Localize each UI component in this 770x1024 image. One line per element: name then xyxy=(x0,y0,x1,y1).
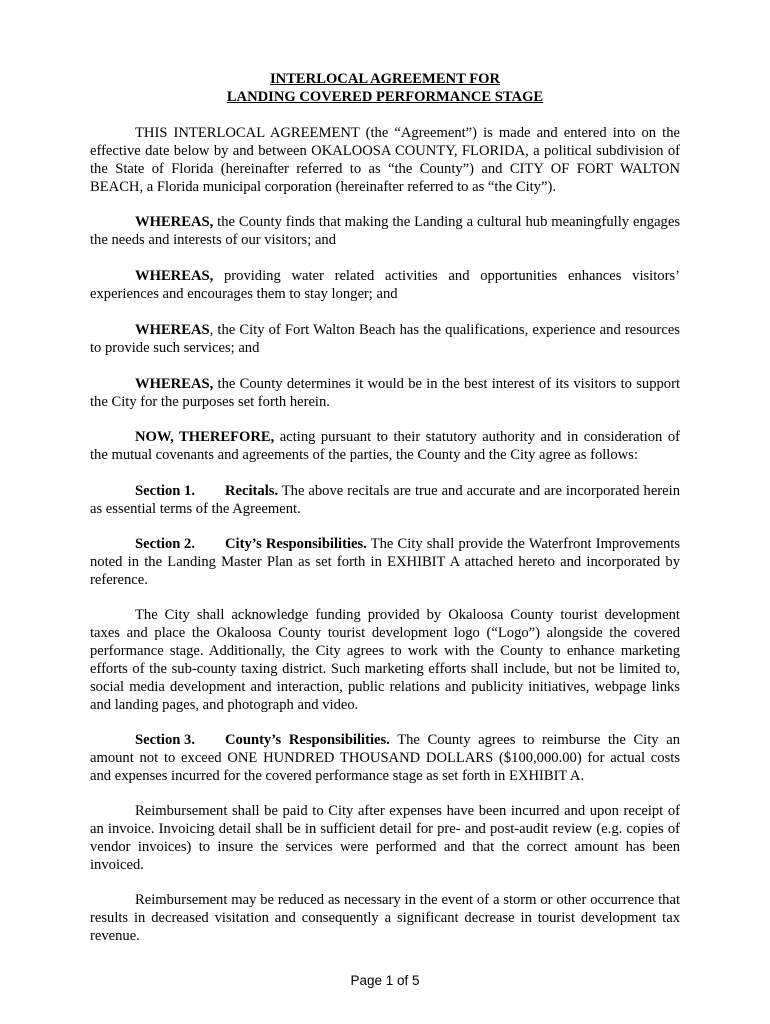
section-1-text: The above recitals are true and accurate and are incorporated herein as essential terms of the Agreement. xyxy=(90,483,680,517)
reimbursement-paragraph-2: Reimbursement may be reduced as necessary in the event of a storm or other occurrence that results in decreased visitation and consequently a significant decrease in tourist development tax revenue. xyxy=(90,892,680,944)
now-therefore-paragraph xyxy=(90,428,680,464)
section-1-paragraph xyxy=(90,482,680,518)
title-line-2: LANDING COVERED PERFORMANCE STAGE xyxy=(226,89,544,105)
section-3-paragraph xyxy=(90,731,680,785)
section-3-text: The County agrees to reimburse the City an amount not to exceed ONE HUNDRED THOUSAND DOLLARS ($100,000.00) for actual costs and expenses incurred for the covered performance stage as set forth in EXHIBIT A. xyxy=(90,732,680,784)
now-therefore-lead: NOW, THEREFORE, xyxy=(135,429,275,445)
whereas-text: , the City of Fort Walton Beach has the qualifications, experience and resources to provide such services; and xyxy=(90,322,680,356)
whereas-paragraph-3 xyxy=(90,321,680,357)
whereas-text: providing water related activities and opportunities enhances visitors’ experiences and encourages them to stay longer; and xyxy=(90,268,680,302)
whereas-lead: WHEREAS, xyxy=(135,376,214,392)
whereas-text: the County finds that making the Landing a cultural hub meaningfully engages the needs and interests of our visitors; and xyxy=(90,214,680,248)
whereas-lead: WHEREAS, xyxy=(135,214,214,230)
section-3-number: Section 3. xyxy=(135,732,195,748)
whereas-paragraph-2 xyxy=(90,267,680,303)
whereas-paragraph-1 xyxy=(90,213,680,249)
section-1-heading: Recitals. xyxy=(225,483,279,499)
whereas-text: the County determines it would be in the best interest of its visitors to support the City for the purposes set forth herein. xyxy=(90,376,680,410)
whereas-lead: WHEREAS xyxy=(135,322,210,338)
reimbursement-paragraph-1: Reimbursement shall be paid to City after expenses have been incurred and upon receipt of an invoice. Invoicing detail shall be in sufficient detail for pre- and post-audit review (e.g. copies of vendor invoices) to insure the services were performed and that the correct amount has been invoiced. xyxy=(90,803,680,873)
section-3-heading: County’s Responsibilities. xyxy=(225,732,390,748)
whereas-lead: WHEREAS, xyxy=(135,268,214,284)
section-2-number: Section 2. xyxy=(135,536,195,552)
whereas-paragraph-4 xyxy=(90,375,680,411)
section-2-heading: City’s Responsibilities. xyxy=(225,536,367,552)
section-2-text: The City shall provide the Waterfront Improvements noted in the Landing Master Plan as set forth in EXHIBIT A attached hereto and incorporated by reference. xyxy=(90,536,681,588)
page-number-footer: Page 1 of 5 xyxy=(350,973,420,988)
intro-paragraph: THIS INTERLOCAL AGREEMENT (the “Agreement”) is made and entered into on the effective date below by and between OKALOOSA COUNTY, FLORIDA, a political subdivision of the State of Florida (hereinafter referred to as “the County”) and CITY OF FORT WALTON BEACH, a Florida municipal corporation (hereinafter referred to as “the City”). xyxy=(90,125,680,195)
section-1-number: Section 1. xyxy=(135,483,195,499)
title-line-1: INTERLOCAL AGREEMENT FOR xyxy=(269,71,501,87)
city-acknowledgement-paragraph: The City shall acknowledge funding provided by Okaloosa County tourist development taxes and place the Okaloosa County tourist development logo (“Logo”) alongside the covered performance stage. Additionally, the City agrees to work with the County to enhance marketing efforts of the sub-county taxing district. Such marketing efforts shall include, but not be limited to, social media development and interaction, public relations and publicity initiatives, webpage links and landing pages, and photograph and video. xyxy=(90,607,680,713)
now-therefore-text: acting pursuant to their statutory authority and in consideration of the mutual covenants and agreements of the parties, the County and the City agree as follows: xyxy=(90,429,680,463)
section-2-paragraph xyxy=(90,535,680,589)
